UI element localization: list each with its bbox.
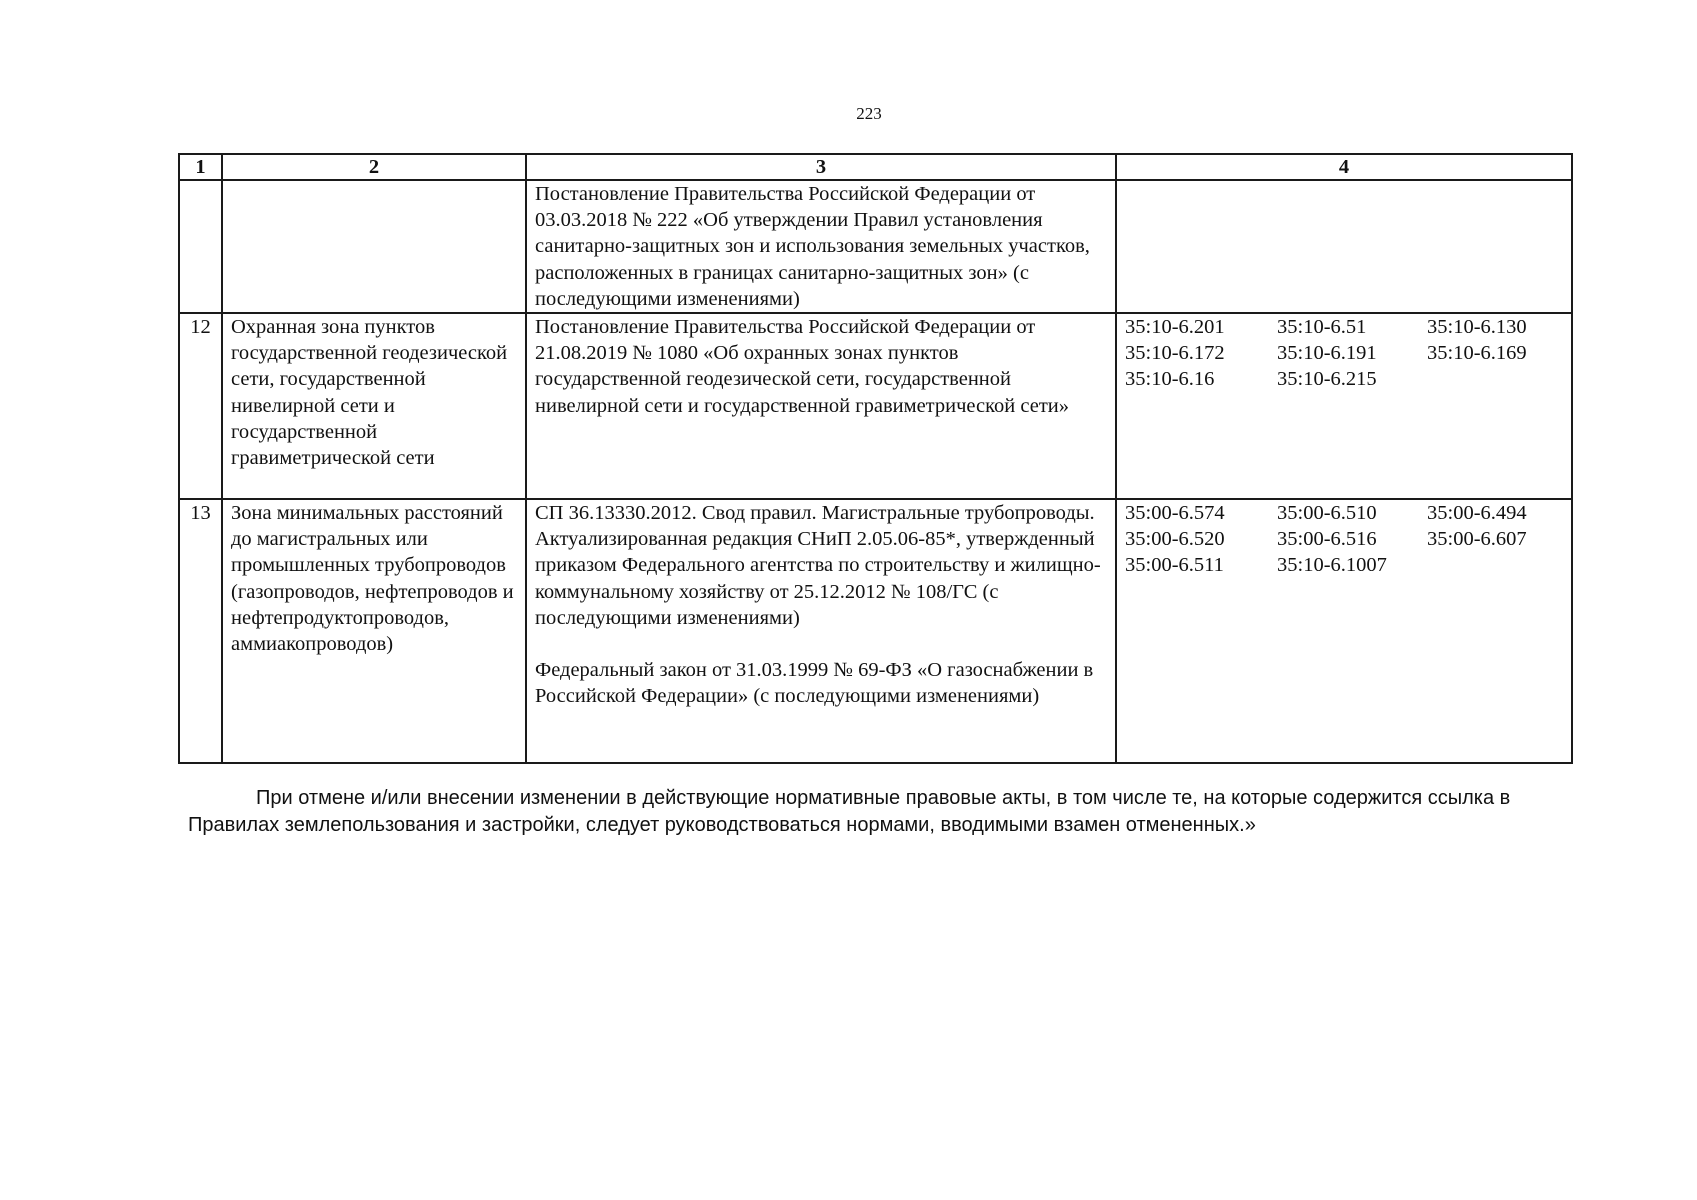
- zone-codes: [1116, 180, 1572, 313]
- zone-codes: [1116, 499, 1572, 763]
- regulatory-doc: Федеральный закон от 31.03.1999 № 69-ФЗ «О газоснабжении в Российской Федерации» (с последующими изменениями): [535, 659, 1094, 708]
- zone-code: 35:10-6.172: [1125, 342, 1225, 365]
- footnote-paragraph: При отмене и/или внесении изменении в действующие нормативные правовые акты, в том числе те, на которые содержится ссылка в Правилах землепользования и застройки, следует руководствоваться нормами, вводимыми взамен отмененных.»: [188, 787, 1511, 836]
- zone-code: 35:10-6.1007: [1277, 554, 1387, 577]
- zone-code: 35:10-6.51: [1277, 316, 1367, 339]
- row-number: 12: [179, 313, 222, 499]
- regulatory-docs: [526, 180, 1116, 313]
- zone-code: 35:00-6.607: [1427, 528, 1527, 551]
- zone-code: 35:10-6.201: [1125, 316, 1225, 339]
- zone-code: 35:00-6.574: [1125, 502, 1225, 525]
- table-row: [179, 313, 1572, 499]
- row-number: [179, 180, 222, 313]
- zone-name: [222, 180, 526, 313]
- regulatory-doc: СП 36.13330.2012. Свод правил. Магистральные трубопроводы. Актуализированная редакция СНиП 2.05.06-85*, утвержденный приказом Федерального агентства по строительству и жилищно-коммунальному хозяйству от 25.12.2012 № 108/ГС (с последующими изменениями): [535, 502, 1101, 629]
- zone-code: 35:00-6.494: [1427, 502, 1527, 525]
- zone-codes-grid: [1125, 500, 1563, 579]
- zone-code: 35:10-6.169: [1427, 342, 1527, 365]
- regulatory-docs: [526, 499, 1116, 763]
- header-col-2: 2: [222, 154, 526, 180]
- regulatory-doc: Постановление Правительства Российской Федерации от 03.03.2018 № 222 «Об утверждении Правил установления санитарно-защитных зон и использования земельных участков, расположенных в границах санитарно-защитных зон» (с последующими изменениями): [535, 183, 1090, 310]
- header-col-1: 1: [179, 154, 222, 180]
- zone-name: Охранная зона пунктов государственной геодезической сети, государственной нивелирной сети и государственной гравиметрической сети: [222, 313, 526, 499]
- row-number: 13: [179, 499, 222, 763]
- zone-code: 35:10-6.215: [1277, 368, 1377, 391]
- page-number: 223: [856, 104, 882, 123]
- zone-code: 35:10-6.130: [1427, 316, 1527, 339]
- table-row: [179, 499, 1572, 763]
- zone-code: 35:00-6.510: [1277, 502, 1377, 525]
- header-col-3: 3: [526, 154, 1116, 180]
- table-header-row: [179, 154, 1572, 180]
- regulatory-doc: Постановление Правительства Российской Федерации от 21.08.2019 № 1080 «Об охранных зонах пунктов государственной геодезической сети, государственной нивелирной сети и государственной гравиметрической сети»: [535, 316, 1070, 417]
- zone-code: 35:10-6.16: [1125, 368, 1215, 391]
- table-row: [179, 180, 1572, 313]
- zone-name: Зона минимальных расстояний до магистральных или промышленных трубопроводов (газопроводов, нефтепроводов и нефтепродуктопроводов, аммиакопроводов): [222, 499, 526, 763]
- zone-code: 35:00-6.516: [1277, 528, 1377, 551]
- zone-codes: [1116, 313, 1572, 499]
- zone-code: 35:00-6.511: [1125, 554, 1224, 577]
- header-col-4: 4: [1116, 154, 1572, 180]
- zone-code: 35:10-6.191: [1277, 342, 1377, 365]
- zones-table: [178, 153, 1573, 764]
- zone-code: 35:00-6.520: [1125, 528, 1225, 551]
- regulatory-docs: [526, 313, 1116, 499]
- zone-codes-grid: [1125, 314, 1563, 393]
